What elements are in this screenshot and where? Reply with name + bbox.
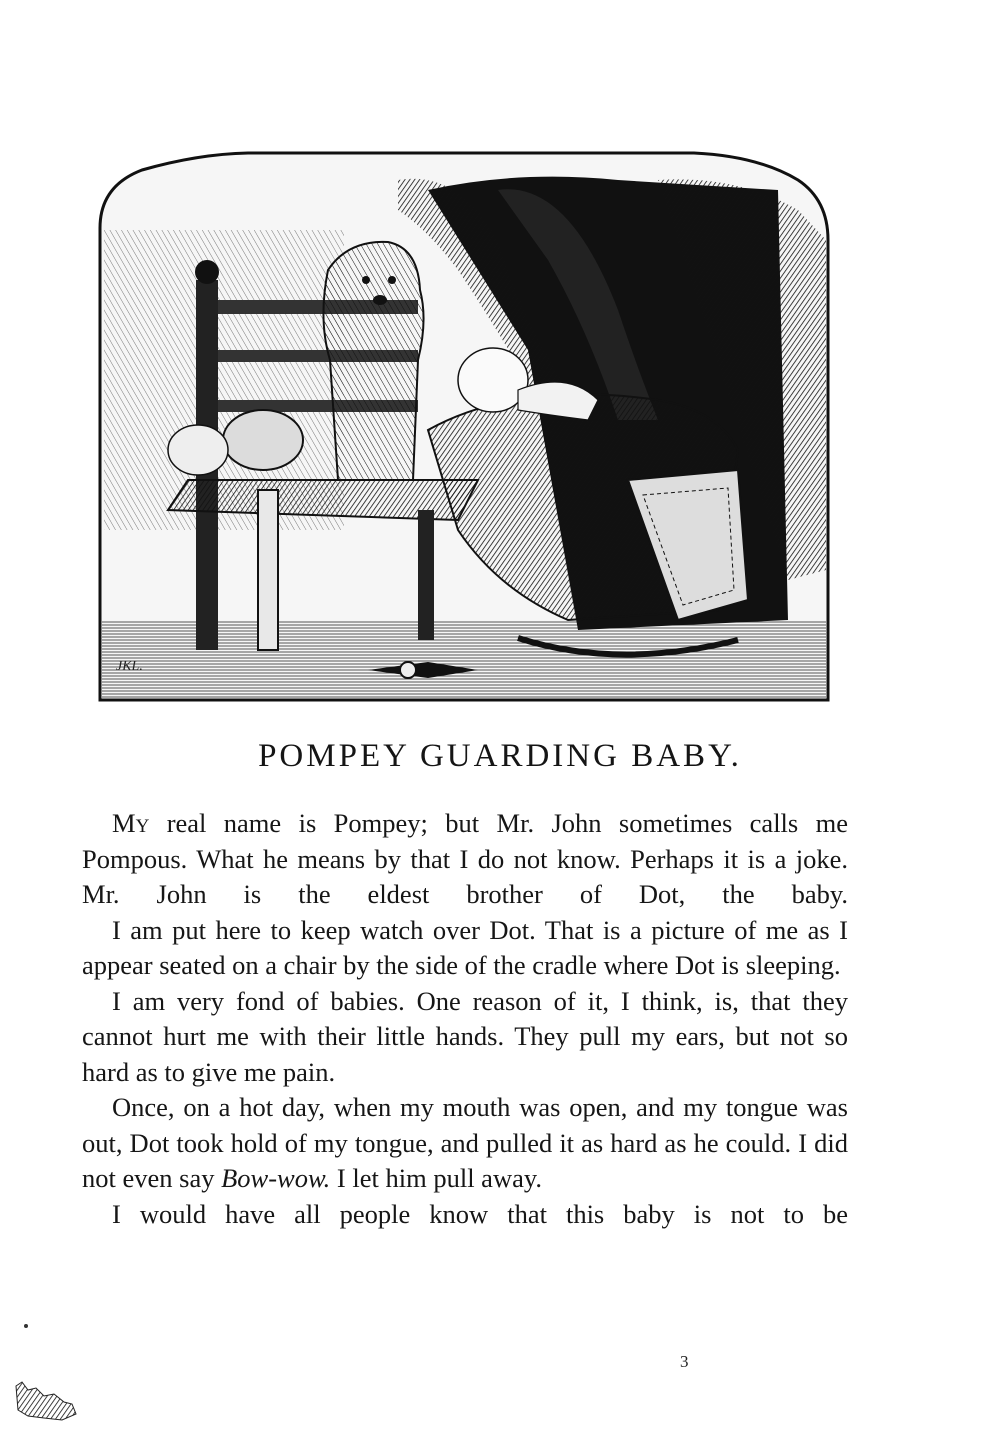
- paragraph-text: I am very fond of babies. One reason of it, I think, is, that they cannot hurt me with their little hands. They pull my ears, but not so hard as to give me pain.: [82, 985, 848, 1087]
- paragraph: [82, 806, 848, 913]
- scan-smudge-icon: [14, 1380, 78, 1422]
- paragraph: [82, 1197, 848, 1233]
- paragraph-text: I let him pull away.: [330, 1163, 542, 1193]
- paragraph-text: I am put here to keep watch over Dot. That is a picture of me as I appear seated on a chair by the side of the cradle where Dot is sleeping.: [82, 914, 848, 980]
- page-number: 3: [680, 1352, 689, 1371]
- italic-bow-wow: Bow-wow.: [221, 1163, 331, 1193]
- paragraph-text: Once, on a hot day, when my mouth was open, and my tongue was out, Dot took hold of my tongue, and pulled it as hard as he could. I did not even say: [82, 1092, 848, 1193]
- page-title: POMPEY GUARDING BABY.: [258, 738, 742, 774]
- paragraph-text: real name is Pompey; but Mr. John sometimes calls me Pompous. What he means by that I do not know. Perhaps it is a joke. Mr. John is the eldest brother of Dot, the baby.: [82, 808, 848, 909]
- paragraph: [82, 913, 848, 984]
- paragraph: [82, 984, 848, 1091]
- scan-speck: [24, 1324, 28, 1328]
- dog-cradle-engraving-icon: [98, 150, 830, 702]
- paragraph: [82, 1090, 848, 1197]
- story-text: [82, 806, 848, 1232]
- paragraph-lead: My: [112, 808, 150, 838]
- svg-text:JKL.: JKL.: [116, 659, 143, 674]
- paragraph-text: I would have all people know that this baby is not to be: [112, 1198, 848, 1229]
- engraving-illustration: [98, 150, 830, 702]
